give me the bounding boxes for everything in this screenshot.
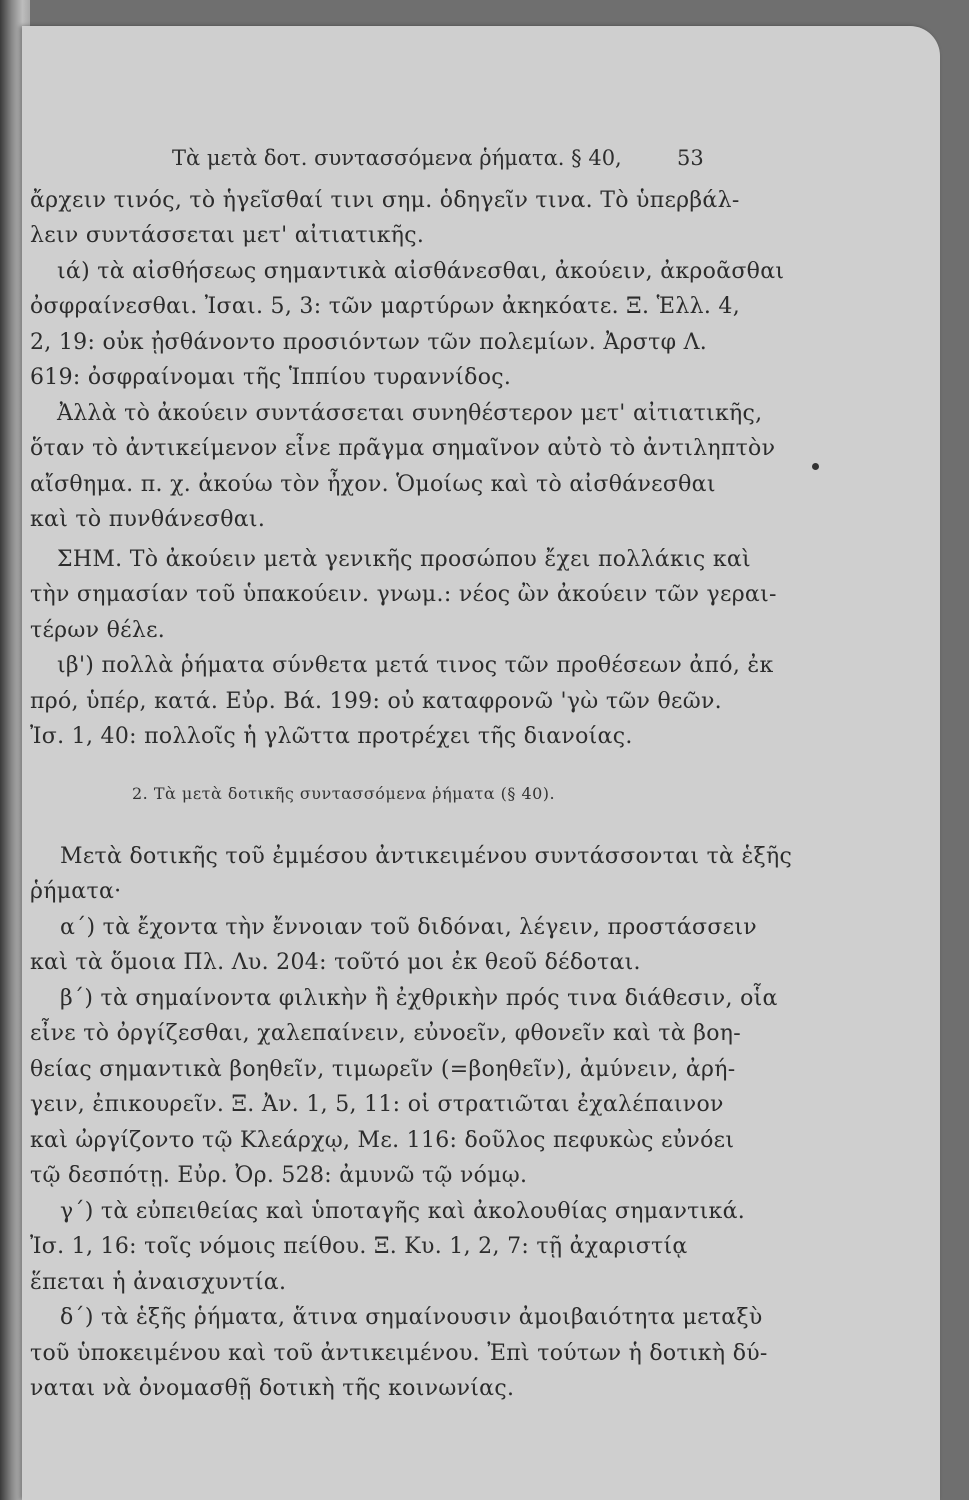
text-line: πρό, ὑπέρ, κατά. Εὐρ. Βά. 199: οὐ καταφρονῶ 'γὼ τῶν θεῶν.	[30, 689, 722, 714]
text-line: ΣΗΜ. Τὸ ἀκούειν μετὰ γενικῆς προσώπου ἔχει πολλάκις καὶ	[57, 547, 751, 572]
text-line: τῷ δεσπότῃ. Εὐρ. Ὀρ. 528: ἀμυνῶ τῷ νόμῳ.	[30, 1163, 528, 1188]
text-line: ὀσφραίνεσθαι. Ἰσαι. 5, 3: τῶν μαρτύρων ἀκηκόατε. Ξ. Ἑλλ. 4,	[30, 294, 741, 319]
text-line: δ΄) τὰ ἑξῆς ῥήματα, ἅτινα σημαίνουσιν ἀμοιβαιότητα μεταξὺ	[60, 1305, 763, 1330]
text-line: 2, 19: οὐκ ᾐσθάνοντο προσιόντων τῶν πολεμίων. Ἀρστφ Λ.	[30, 330, 708, 355]
book-page	[22, 26, 940, 1500]
text-line: γειν, ἐπικουρεῖν. Ξ. Ἀν. 1, 5, 11: οἱ στρατιῶται ἐχαλέπαινον	[30, 1092, 724, 1117]
text-line: αἴσθημα. π. χ. ἀκούω τὸν ἦχον. Ὁμοίως καὶ τὸ αἰσθάνεσθαι	[30, 472, 716, 497]
text-line: καὶ ὠργίζοντο τῷ Κλεάρχῳ, Με. 116: δοῦλος πεφυκὼς εὐνόει	[30, 1128, 735, 1153]
text-line: γ΄) τὰ εὐπειθείας καὶ ὑποταγῆς καὶ ἀκολουθίας σημαντικά.	[60, 1199, 746, 1224]
text-line: λειν συντάσσεται μετ' αἰτιατικῆς.	[30, 223, 425, 248]
page-number: 53	[677, 146, 704, 170]
text-line: ἕπεται ἡ ἀναισχυντία.	[30, 1270, 287, 1295]
text-line: καὶ τὰ ὅμοια Πλ. Λυ. 204: τοῦτό μοι ἐκ θεοῦ δέδοται.	[30, 950, 641, 975]
page-body	[22, 26, 940, 1500]
text-line: ναται νὰ ὀνομασθῇ δοτικὴ τῆς κοινωνίας.	[30, 1376, 515, 1401]
text-line: Μετὰ δοτικῆς τοῦ ἐμμέσου ἀντικειμένου συντάσσονται τὰ ἑξῆς	[60, 844, 793, 869]
text-line: εἶνε τὸ ὀργίζεσθαι, χαλεπαίνειν, εὐνοεῖν, φθονεῖν καὶ τὰ βοη-	[30, 1021, 741, 1046]
text-line: Ἀλλὰ τὸ ἀκούειν συντάσσεται συνηθέστερον μετ' αἰτιατικῆς,	[57, 401, 763, 426]
header-title: Τὰ μετὰ δοτ. συντασσόμενα ῥήματα. § 40,	[172, 146, 622, 170]
text-line: ιά) τὰ αἰσθήσεως σημαντικὰ αἰσθάνεσθαι, ἀκούειν, ἀκροᾶσθαι	[57, 259, 785, 284]
text-line: θείας σημαντικὰ βοηθεῖν, τιμωρεῖν (=βοηθεῖν), ἀμύνειν, ἀρή-	[30, 1057, 736, 1082]
section-heading: 2. Τὰ μετὰ δοτικῆς συντασσόμενα ῥήματα (§ 40).	[132, 784, 556, 803]
text-line: β΄) τὰ σημαίνοντα φιλικὴν ἢ ἐχθρικὴν πρός τινα διάθεσιν, οἷα	[60, 986, 778, 1011]
text-line: καὶ τὸ πυνθάνεσθαι.	[30, 507, 266, 532]
text-line: α΄) τὰ ἔχοντα τὴν ἔννοιαν τοῦ διδόναι, λέγειν, προστάσσειν	[60, 915, 757, 940]
text-line: τέρων θέλε.	[30, 618, 166, 643]
ink-spot	[812, 463, 819, 470]
text-line: ἄρχειν τινός, τὸ ἡγεῖσθαί τινι σημ. ὁδηγεῖν τινα. Τὸ ὑπερβάλ-	[30, 188, 740, 213]
text-line: ιβ') πολλὰ ῥήματα σύνθετα μετά τινος τῶν προθέσεων ἀπό, ἐκ	[57, 653, 774, 678]
text-line: τὴν σημασίαν τοῦ ὑπακούειν. γνωμ.: νέος ὢν ἀκούειν τῶν γεραι-	[30, 582, 777, 607]
text-line: Ἰσ. 1, 40: πολλοῖς ἡ γλῶττα προτρέχει τῆς διανοίας.	[30, 724, 633, 749]
text-line: ὅταν τὸ ἀντικείμενον εἶνε πρᾶγμα σημαῖνον αὐτὸ τὸ ἀντιληπτὸν	[30, 436, 776, 461]
text-line: Ἰσ. 1, 16: τοῖς νόμοις πείθου. Ξ. Κυ. 1, 2, 7: τῇ ἀχαριστίᾳ	[30, 1234, 688, 1259]
text-line: τοῦ ὑποκειμένου καὶ τοῦ ἀντικειμένου. Ἐπὶ τούτων ἡ δοτικὴ δύ-	[30, 1341, 768, 1366]
text-line: ῥήματα·	[30, 879, 122, 904]
text-line: 619: ὀσφραίνομαι τῆς Ἱππίου τυραννίδος.	[30, 365, 512, 390]
